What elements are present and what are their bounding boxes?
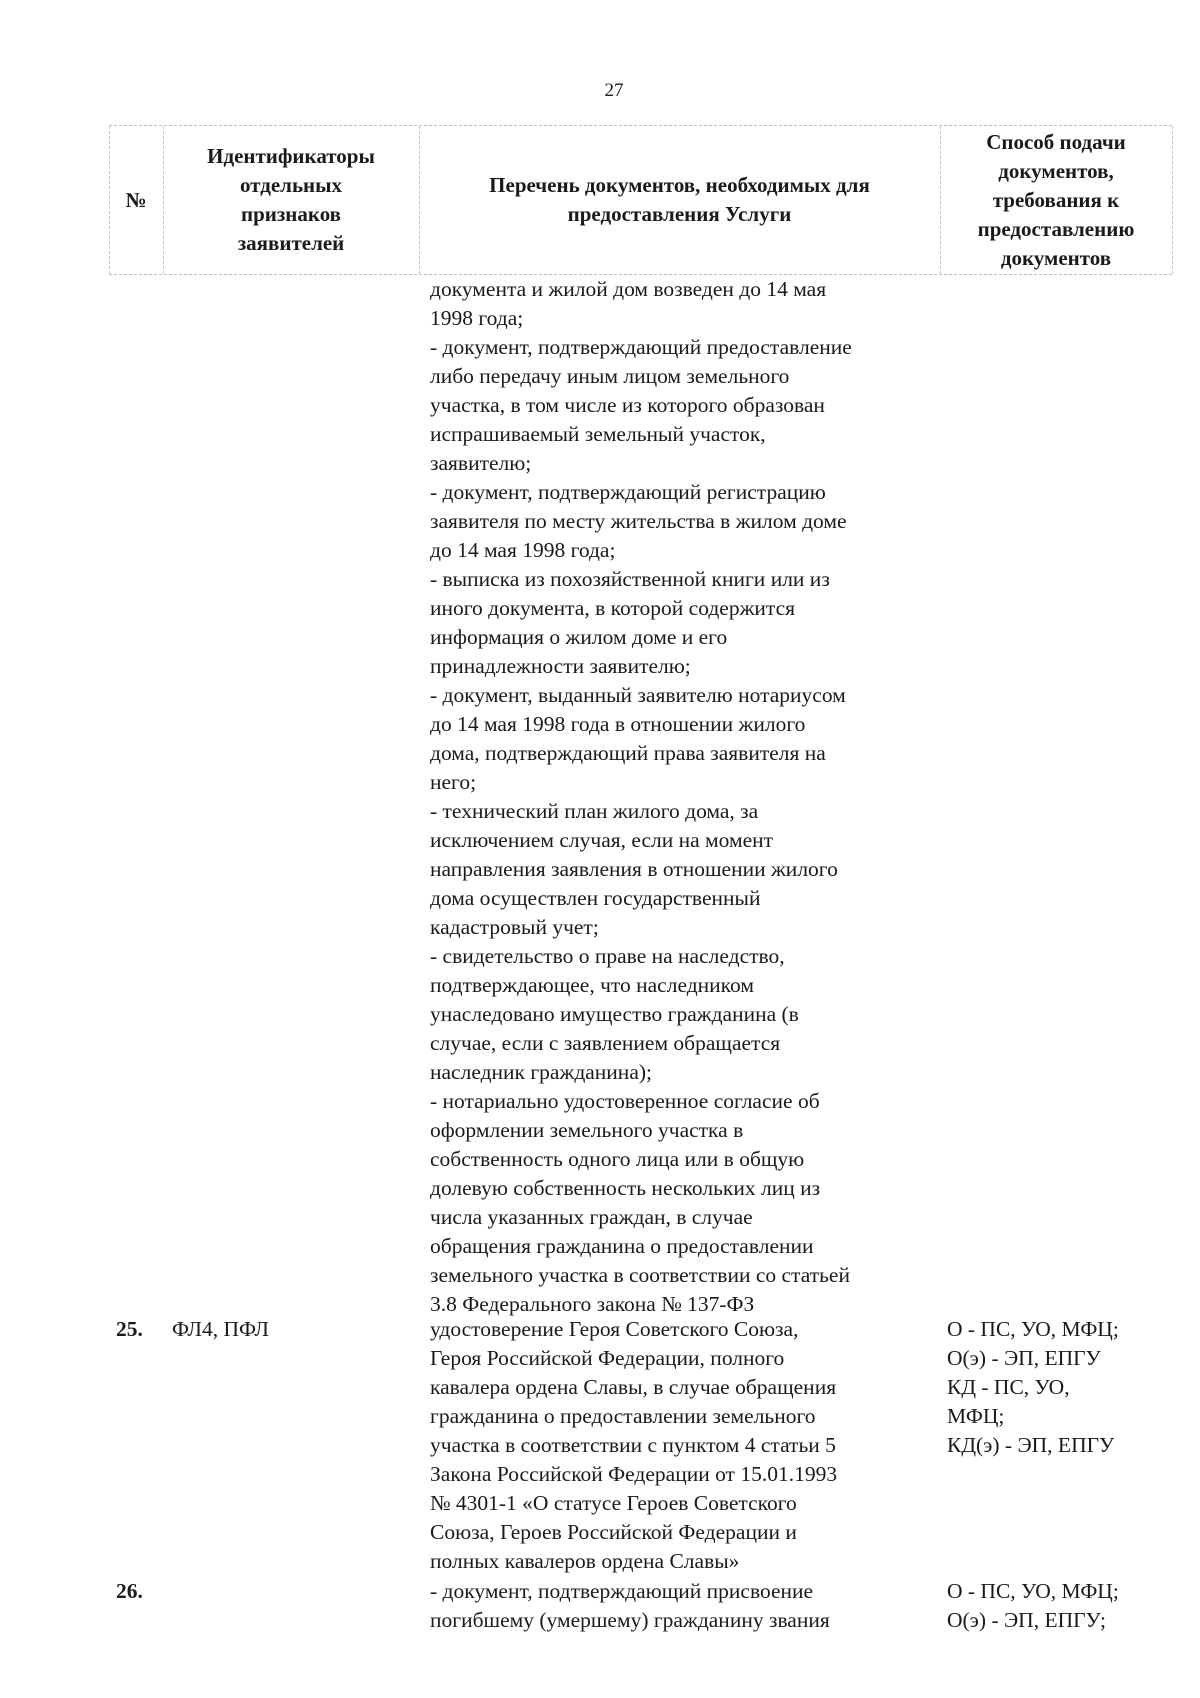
method-line: О(э) - ЭП, ЕПГУ;: [947, 1608, 1106, 1632]
header-documents-line: предоставления Услуги: [567, 202, 792, 226]
document-line: - документ, подтверждающий предоставление: [430, 335, 852, 359]
header-method-line: требования к: [992, 187, 1120, 212]
document-line: числа указанных граждан, в случае: [430, 1205, 753, 1229]
document-line: - документ, подтверждающий присвоение: [430, 1579, 814, 1603]
document-line: заявителя по месту жительства в жилом доме: [430, 509, 847, 533]
document-line: унаследовано имущество гражданина (в: [430, 1002, 799, 1026]
document-line: принадлежности заявителю;: [430, 654, 691, 678]
document-line: оформлении земельного участка в: [430, 1118, 744, 1142]
row-identifiers: ФЛ4, ПФЛ: [172, 1317, 269, 1341]
document-line: Закона Российской Федерации от 15.01.1993: [430, 1462, 838, 1486]
document-line: кавалера ордена Славы, в случае обращения: [430, 1375, 837, 1399]
document-line: наследник гражданина);: [430, 1060, 652, 1084]
document-line: него;: [430, 770, 477, 794]
document-line: участка, в том числе из которого образован: [430, 393, 825, 417]
document-line: собственность одного лица или в общую: [430, 1147, 805, 1171]
document-line: иного документа, в которой содержится: [430, 596, 796, 620]
document-line: земельного участка в соответствии со статьей: [430, 1263, 850, 1287]
document-line: информация о жилом доме и его: [430, 625, 728, 649]
header-num: №: [125, 187, 147, 212]
document-line: погибшему (умершему) гражданину звания: [430, 1608, 830, 1632]
document-line: - документ, подтверждающий регистрацию: [430, 480, 826, 504]
header-identifiers-line: заявителей: [237, 231, 345, 255]
header-method-line: документов: [1000, 245, 1112, 270]
document-line: до 14 мая 1998 года;: [430, 538, 616, 562]
header-documents-line: Перечень документов, необходимых для: [489, 173, 870, 197]
document-line: № 4301-1 «О статусе Героев Советского: [430, 1491, 797, 1515]
row-documents: [430, 1577, 830, 1635]
header-identifiers-line: отдельных: [239, 173, 343, 197]
page-number: 27: [604, 80, 624, 101]
document-line: исключением случая, если на момент: [430, 828, 774, 852]
row-method: [947, 1577, 1119, 1635]
row-number: 26.: [116, 1579, 143, 1603]
document-line: - нотариально удостоверенное согласие об: [430, 1089, 820, 1113]
document-line: документа и жилой дом возведен до 14 мая: [430, 277, 827, 301]
method-line: КД(э) - ЭП, ЕПГУ: [947, 1433, 1115, 1457]
document-line: - технический план жилого дома, за: [430, 799, 759, 823]
header-method-line: Способ подачи: [986, 129, 1126, 154]
header-method-line: предоставлению: [977, 216, 1135, 241]
header-method-line: документов,: [998, 158, 1114, 183]
method-line: КД - ПС, УО,: [947, 1375, 1070, 1399]
method-line: О - ПС, УО, МФЦ;: [947, 1579, 1119, 1603]
document-line: дома осуществлен государственный: [430, 886, 761, 910]
document-line: дома, подтверждающий права заявителя на: [430, 741, 826, 765]
document-line: подтверждающее, что наследником: [430, 973, 754, 997]
document-line: Героя Российской Федерации, полного: [430, 1346, 785, 1370]
document-line: либо передачу иным лицом земельного: [430, 364, 790, 388]
document-line: 1998 года;: [430, 306, 524, 330]
continued-documents-cell: [430, 275, 852, 1319]
row-method: [947, 1315, 1119, 1460]
header-method: [940, 126, 1172, 274]
document-line: обращения гражданина о предоставлении: [430, 1234, 814, 1258]
row-documents: [430, 1315, 837, 1576]
header-identifiers-line: признаков: [240, 202, 342, 226]
document-line: до 14 мая 1998 года в отношении жилого: [430, 712, 806, 736]
document-line: 3.8 Федерального закона № 137-ФЗ: [430, 1292, 755, 1316]
method-line: МФЦ;: [947, 1404, 1005, 1428]
document-line: удостоверение Героя Советского Союза,: [430, 1317, 799, 1341]
document-line: заявителю;: [430, 451, 532, 475]
document-line: направления заявления в отношении жилого: [430, 857, 838, 881]
document-line: кадастровый учет;: [430, 915, 599, 939]
method-line: О(э) - ЭП, ЕПГУ: [947, 1346, 1101, 1370]
table-header: [109, 125, 1172, 275]
header-identifiers-line: Идентификаторы: [207, 144, 375, 168]
document-line: - выписка из похозяйственной книги или из: [430, 567, 830, 591]
header-identifiers: [163, 126, 419, 274]
method-line: О - ПС, УО, МФЦ;: [947, 1317, 1119, 1341]
document-line: долевую собственность нескольких лиц из: [430, 1176, 821, 1200]
document-line: участка в соответствии с пунктом 4 статьи 5: [430, 1433, 836, 1457]
document-line: полных кавалеров ордена Славы»: [430, 1549, 740, 1573]
row-number: 25.: [116, 1317, 143, 1341]
document-line: - документ, выданный заявителю нотариусом: [430, 683, 846, 707]
header-divider: [1172, 126, 1173, 274]
document-line: гражданина о предоставлении земельного: [430, 1404, 816, 1428]
header-documents: [419, 126, 940, 274]
document-line: Союза, Героев Российской Федерации и: [430, 1520, 797, 1544]
document-line: испрашиваемый земельный участок,: [430, 422, 766, 446]
document-line: - свидетельство о праве на наследство,: [430, 944, 785, 968]
document-line: случае, если с заявлением обращается: [430, 1031, 781, 1055]
